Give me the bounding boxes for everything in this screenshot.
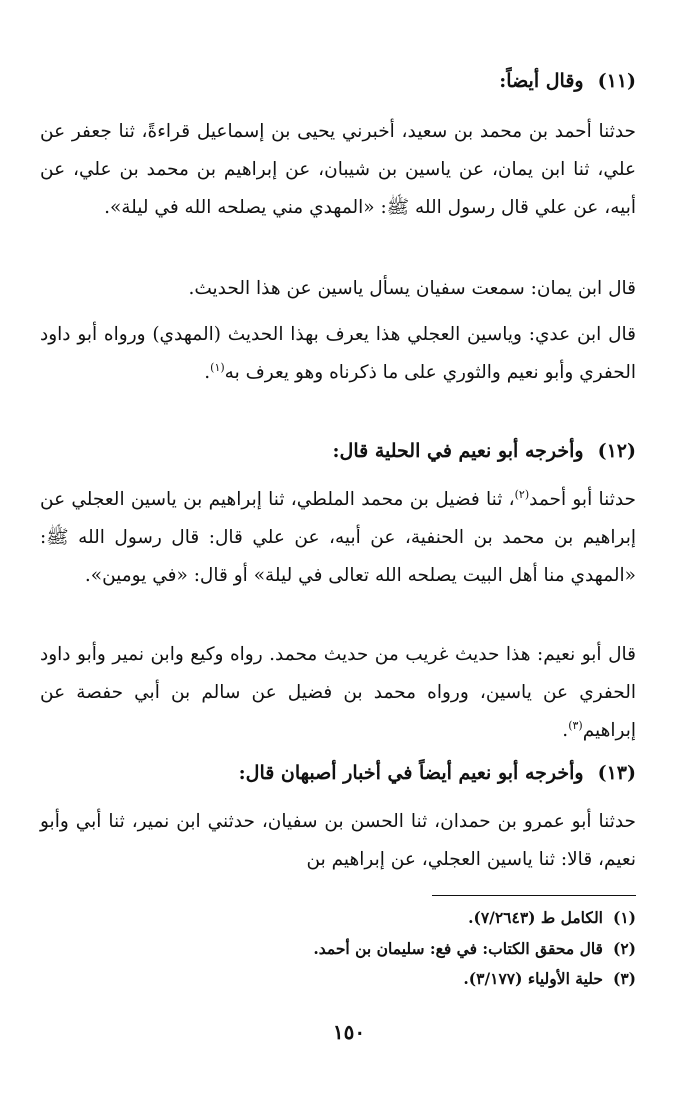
paragraph: [40, 481, 636, 595]
paragraph: [40, 316, 636, 392]
entry-heading: [40, 440, 636, 462]
entry-number: (١٣): [597, 762, 636, 784]
paragraph-text-main: قال ابن عدي: وياسين العجلي هذا يعرف بهذا الحديث (المهدي) ورواه أبو داود الحفري وأبو نعيم والثوري على ما ذكرناه وهو يعرف به: [40, 324, 636, 383]
footnote-ref: (٣): [568, 718, 583, 732]
footnote-text: حلية الأولياء (٣/١٧٧).: [463, 969, 603, 988]
paragraph-text-end: .: [562, 720, 569, 741]
page-number: ١٥٠: [332, 1020, 366, 1044]
paragraph-text: [40, 316, 636, 392]
entry-heading-text: وقال أيضاً:: [499, 70, 584, 92]
entry-heading-text: وأخرجه أبو نعيم في الحلية قال:: [332, 440, 584, 462]
footnote-text: قال محقق الكتاب: في فع: سليمان بن أحمد.: [313, 939, 603, 958]
footnote-text: الكامل ط (٧/٢٦٤٣).: [468, 908, 603, 927]
footnote-ref: (٢): [514, 487, 530, 501]
paragraph: [40, 803, 636, 879]
entry-heading: [40, 762, 636, 784]
footnote-separator: [432, 895, 636, 896]
entry-heading: [40, 70, 636, 92]
footnote-number: (٢): [612, 939, 636, 958]
paragraph-text-start: حدثنا أبو أحمد: [529, 489, 636, 510]
footnote: [40, 939, 636, 958]
footnote: [40, 969, 636, 988]
paragraph-text-main: قال أبو نعيم: هذا حديث غريب من حديث محمد. رواه وكيع وابن نمير وأبو داود الحفري عن ياسين، ورواه محمد بن فضيل عن سالم بن أبي حفصة عن إبراهيم: [40, 644, 636, 741]
paragraph-text: حدثنا أبو عمرو بن حمدان، ثنا الحسن بن سفيان، حدثني ابن نمير، ثنا أبي وأبو نعيم، قالا: ثنا ياسين العجلي، عن إبراهيم بن: [40, 811, 636, 870]
footnote-number: (٣): [612, 969, 636, 988]
entry-number: (١١): [597, 70, 636, 92]
paragraph-text: [40, 636, 636, 750]
footnote-number: (١): [612, 908, 636, 927]
entry-heading-text: وأخرجه أبو نعيم أيضاً في أخبار أصبهان قال:: [238, 762, 584, 784]
paragraph-text: [40, 481, 636, 595]
footnote: [40, 908, 636, 927]
footnote-ref: (١): [210, 360, 225, 374]
paragraph-text-end: .: [204, 362, 211, 383]
paragraph-text-rest: ، ثنا فضيل بن محمد الملطي، ثنا إبراهيم بن ياسين العجلي عن إبراهيم بن محمد بن الحنفية، عن أبيه، عن علي قال: قال رسول الله ﷺ: «المهدي منا أهل البيت يصلحه الله تعالى في ليلة» أو قال: «في يومين».: [40, 489, 636, 586]
paragraph-text: قال ابن يمان: سمعت سفيان يسأل ياسين عن هذا الحديث.: [188, 278, 636, 299]
paragraph: [40, 636, 636, 750]
paragraph: [40, 270, 636, 308]
paragraph: [40, 113, 636, 227]
paragraph-text: حدثنا أحمد بن محمد بن سعيد، أخبرني يحيى بن إسماعيل قراءةً، ثنا جعفر عن علي، ثنا ابن يمان، عن ياسين بن شيبان، عن إبراهيم بن محمد بن علي، عن أبيه، عن علي قال رسول الله ﷺ: «المهدي مني يصلحه الله في ليلة».: [40, 121, 636, 218]
entry-number: (١٢): [597, 440, 636, 462]
